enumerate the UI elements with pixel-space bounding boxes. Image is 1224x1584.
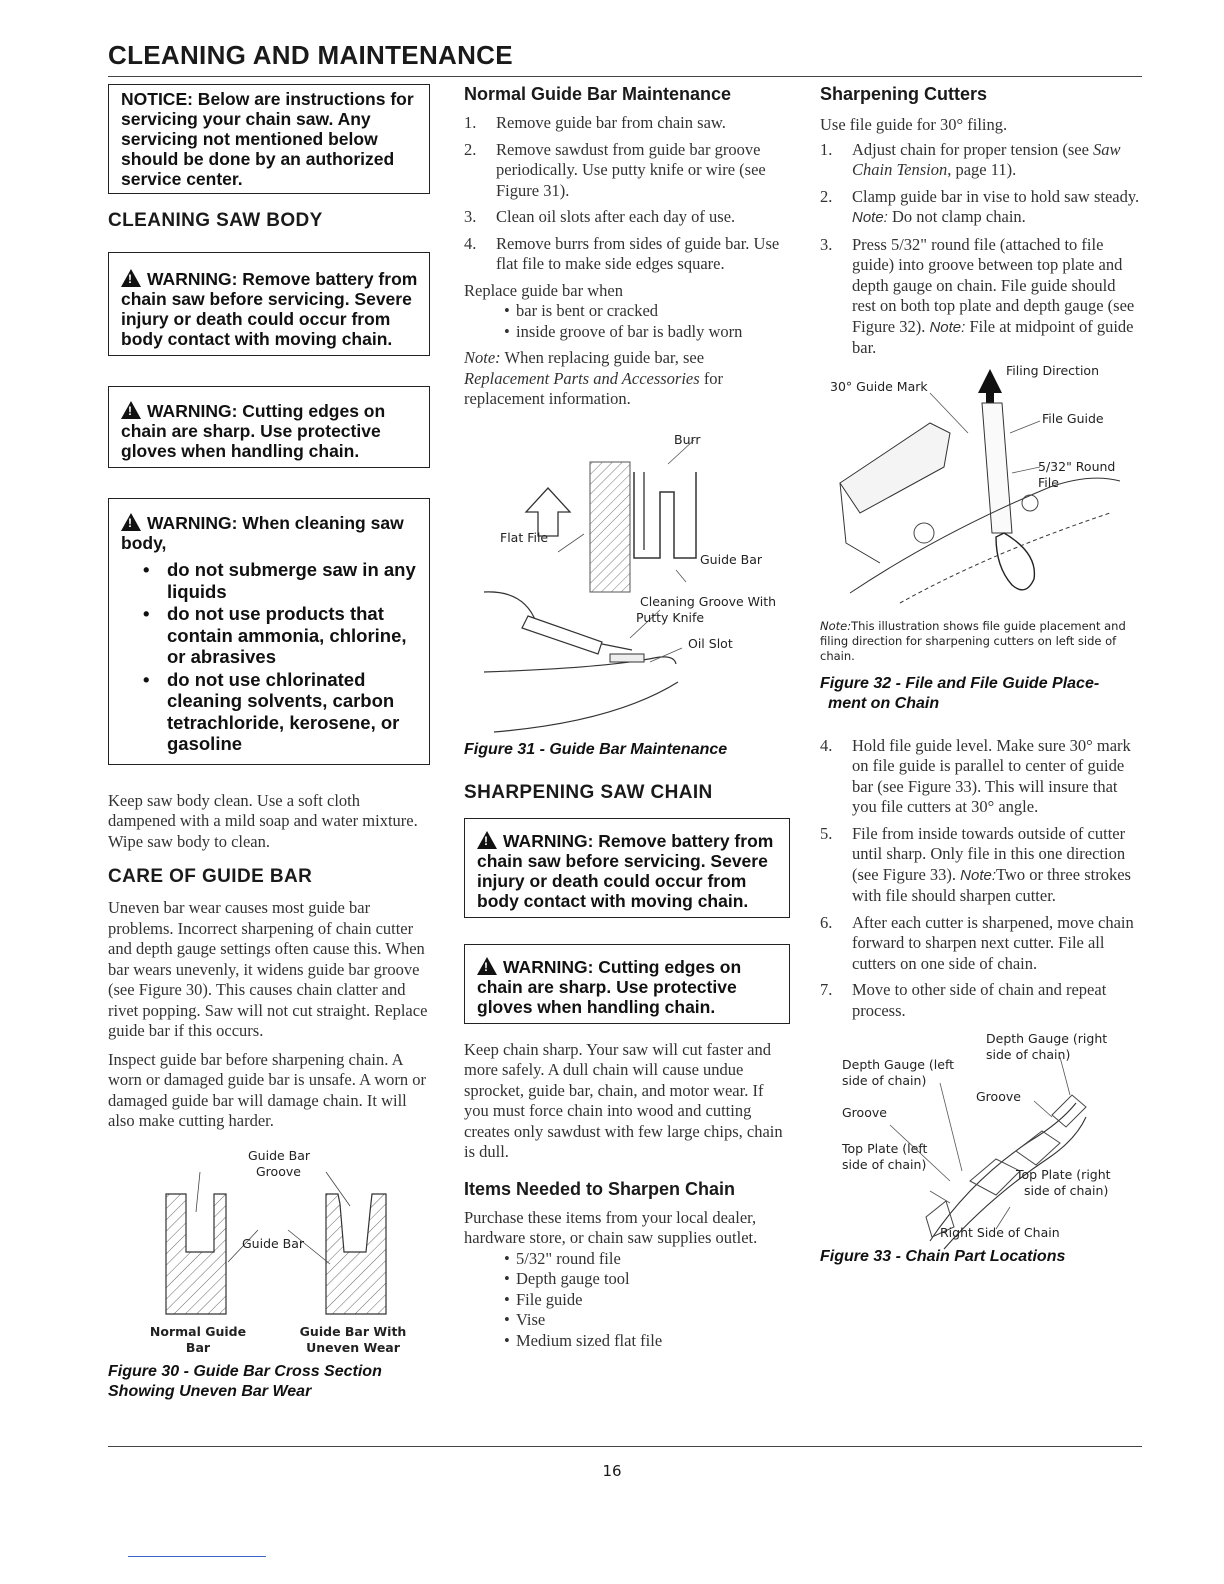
label-flat-file: Flat File <box>500 529 549 545</box>
list-item: • 5/32" round file <box>464 1249 790 1270</box>
sharpening-intro: Use file guide for 30° filing. <box>820 115 1008 134</box>
label-guide-bar: Guide Bar <box>700 551 763 567</box>
warning-icon <box>121 513 141 531</box>
label-file: File <box>1038 474 1059 490</box>
label-groove-left: Groove <box>842 1105 887 1120</box>
sharpening-cutters-heading: Sharpening Cutters <box>820 84 988 104</box>
replace-when-text: Replace guide bar when <box>464 280 623 300</box>
warning-battery-text: WARNING: Remove battery from chain saw before servicing. Severe injury or death could occur from body contact with moving chain. <box>121 269 418 349</box>
items-intro: Purchase these items from your local dealer, hardware store, or chain saw supplies outlet. <box>464 1207 758 1247</box>
warning-icon <box>121 269 141 287</box>
warning-box-battery <box>108 252 430 356</box>
list-item: 3. Press 5/32" round file (attached to file guide) into groove between top plate and depth gauge on chain. File guide should rest on both top plate and depth gauge (see Figure 32). Note: File at midpoint of guide bar. <box>820 234 1135 357</box>
warning-icon <box>477 831 497 849</box>
label-guide-bar: Guide Bar <box>248 1147 311 1163</box>
list-item: 1. Adjust chain for proper tension (see Saw Chain Tension, page 11). <box>820 139 1121 179</box>
care-paragraph-2: Inspect guide bar before sharpening chain. A worn or damaged guide bar is unsafe. A worn or damaged guide bar will damage chain. It will also make cutting harder. <box>108 1049 427 1130</box>
warning-box-battery-2 <box>464 818 790 918</box>
warning-battery-text: WARNING: Remove battery from chain saw before servicing. Severe injury or death could occur from body contact with moving chain. <box>477 830 774 911</box>
column-left <box>108 84 430 1402</box>
label-top-plate-left: Top Plate (left <box>842 1141 928 1156</box>
list-item: 1. Remove guide bar from chain saw. <box>464 113 726 132</box>
blue-underline <box>128 1556 266 1557</box>
label-uneven-wear: Guide Bar With Uneven Wear <box>299 1323 407 1355</box>
figure-32-caption: Figure 32 - File and File Guide Place- ment on Chain <box>820 674 1100 712</box>
maintenance-steps <box>464 113 790 275</box>
figure-31-caption: Figure 31 - Guide Bar Maintenance <box>464 740 728 758</box>
list-item: • Depth gauge tool <box>464 1269 790 1290</box>
label-5-32-round: 5/32" Round <box>1038 458 1116 474</box>
warning-sharp-text: WARNING: Cutting edges on chain are sharp. Use protective gloves when handling chain. <box>121 401 386 461</box>
list-item: • do not use products that contain ammonia, chlorine, or abrasives <box>121 603 419 668</box>
items-needed-heading: Items Needed to Sharpen Chain <box>464 1178 736 1199</box>
list-item: 7. Move to other side of chain and repeat process. <box>820 980 1107 1020</box>
label-groove: Groove <box>256 1163 301 1179</box>
figure-30-caption: Figure 30 - Guide Bar Cross Section Showing Uneven Bar Wear <box>108 1362 382 1400</box>
figure-32-note: Note:This illustration shows file guide placement and filing direction for sharpening cutters on left side of chain. <box>820 618 1126 663</box>
title-rule <box>108 76 1142 77</box>
label-top-plate-left-2: side of chain) <box>842 1157 927 1172</box>
warning-icon <box>121 401 141 419</box>
figure-31 <box>464 432 790 762</box>
warning-cleaning-list <box>121 559 419 755</box>
notice-box <box>108 84 430 194</box>
page-title: CLEANING AND MAINTENANCE <box>108 40 513 70</box>
page-number: 16 <box>602 1462 622 1480</box>
label-filing-direction: Filing Direction <box>1006 362 1099 378</box>
care-paragraph-1: Uneven bar wear causes most guide bar problems. Incorrect sharpening of chain cutter and depth gauge settings often cause this. When bar wears unevenly, it widens guide bar groove (see Figure 30). This causes chain clatter and rivet popping. Saw will not cut straight. Replace guide bar if this occurs. <box>108 898 428 1040</box>
warning-sharp-text: WARNING: Cutting edges on chain are sharp. Use protective gloves when handling chain. <box>477 956 742 1017</box>
sharpening-steps-b <box>820 736 1142 1022</box>
list-item: • File guide <box>464 1290 790 1311</box>
replacement-note: Note: When replacing guide bar, see Replacement Parts and Accessories for replacement information. <box>464 348 724 408</box>
care-guide-bar-heading: CARE OF GUIDE BAR <box>108 866 313 887</box>
label-putty-knife: Putty Knife <box>636 609 705 625</box>
warning-cleaning-title: WARNING: When cleaning saw body, <box>121 513 404 553</box>
label-oil-slot: Oil Slot <box>688 635 733 651</box>
list-item: 3. Clean oil slots after each day of use. <box>464 207 736 226</box>
list-item: • Vise <box>464 1310 790 1331</box>
label-depth-gauge-left: Depth Gauge (left <box>842 1057 955 1072</box>
figure-33 <box>820 1031 1142 1267</box>
list-item: 4. Hold file guide level. Make sure 30° mark on file guide is parallel to center of guide bar (see Figure 33). This will insure that you file cutters at 30° angle. <box>820 735 1131 816</box>
column-right <box>820 84 1142 1267</box>
normal-guide-bar-maintenance-heading: Normal Guide Bar Maintenance <box>464 84 732 104</box>
cleaning-saw-body-heading: CLEANING SAW BODY <box>108 210 323 231</box>
label-file-guide: File Guide <box>1042 410 1104 426</box>
list-item: 5. File from inside towards outside of cutter until sharp. Only file in this one direction (see Figure 33). Note:Two or three strokes with file should sharpen cutter. <box>820 823 1131 905</box>
label-right-side-of-chain: Right Side of Chain <box>940 1225 1060 1240</box>
label-top-plate-right-2: side of chain) <box>1024 1183 1109 1198</box>
keep-clean-paragraph: Keep saw body clean. Use a soft cloth dampened with a mild soap and water mixture. Wipe saw body to clean. <box>108 790 418 851</box>
figure-33-caption: Figure 33 - Chain Part Locations <box>820 1248 1066 1265</box>
list-item: • do not use chlorinated cleaning solvents, carbon tetrachloride, kerosene, or gasoline <box>121 669 419 755</box>
figure-30 <box>108 1142 430 1358</box>
label-burr: Burr <box>674 431 701 447</box>
warning-icon <box>477 957 497 975</box>
label-groove-right: Groove <box>976 1089 1021 1104</box>
label-depth-gauge-right-2: side of chain) <box>986 1047 1071 1062</box>
label-normal-guide-bar: Normal Guide Bar <box>149 1323 247 1355</box>
label-guide-bar-middle: Guide Bar <box>242 1235 305 1251</box>
list-item: 2. Remove sawdust from guide bar groove periodically. Use putty knife or wire (see Figure 31). <box>464 139 766 200</box>
footer-rule <box>108 1446 1142 1447</box>
label-depth-gauge-right: Depth Gauge (right <box>986 1031 1108 1046</box>
list-item: • Medium sized flat file <box>464 1331 790 1352</box>
list-item: • bar is bent or cracked <box>464 301 790 322</box>
list-item: • do not submerge saw in any liquids <box>121 559 419 602</box>
items-list <box>464 1249 790 1352</box>
figure-32 <box>820 363 1142 619</box>
warning-box-sharp <box>108 386 430 468</box>
label-cleaning-groove: Cleaning Groove With <box>640 593 777 609</box>
list-item: • inside groove of bar is badly worn <box>464 322 790 343</box>
warning-box-sharp-2 <box>464 944 790 1024</box>
list-item: 2. Clamp guide bar in vise to hold saw steady. Note: Do not clamp chain. <box>820 186 1140 226</box>
keep-sharp-paragraph: Keep chain sharp. Your saw will cut faster and more safely. A dull chain will cause undue sprocket, guide bar, chain, and motor wear. If you must force chain into wood and cutting creates only sawdust with few large chips, chain is dull. <box>464 1039 783 1161</box>
list-item: 4. Remove burrs from sides of guide bar. Use flat file to make side edges square. <box>464 233 780 273</box>
label-30-guide-mark: 30° Guide Mark <box>830 378 928 394</box>
file-guide-placement-illustration <box>820 363 1142 619</box>
sharpening-saw-chain-heading: SHARPENING SAW CHAIN <box>464 781 713 803</box>
warning-box-cleaning <box>108 498 430 765</box>
column-middle <box>464 84 790 1351</box>
replace-list <box>464 301 790 342</box>
label-depth-gauge-left-2: side of chain) <box>842 1073 927 1088</box>
label-top-plate-right: Top Plate (right <box>1016 1167 1111 1182</box>
sharpening-steps-a <box>820 140 1142 359</box>
list-item: 6. After each cutter is sharpened, move chain forward to sharpen next cutter. File all cutters on one side of chain. <box>820 912 1134 973</box>
notice-text: NOTICE: Below are instructions for servicing your chain saw. Any servicing not mentioned below should be done by an authorized service center. <box>121 89 414 189</box>
